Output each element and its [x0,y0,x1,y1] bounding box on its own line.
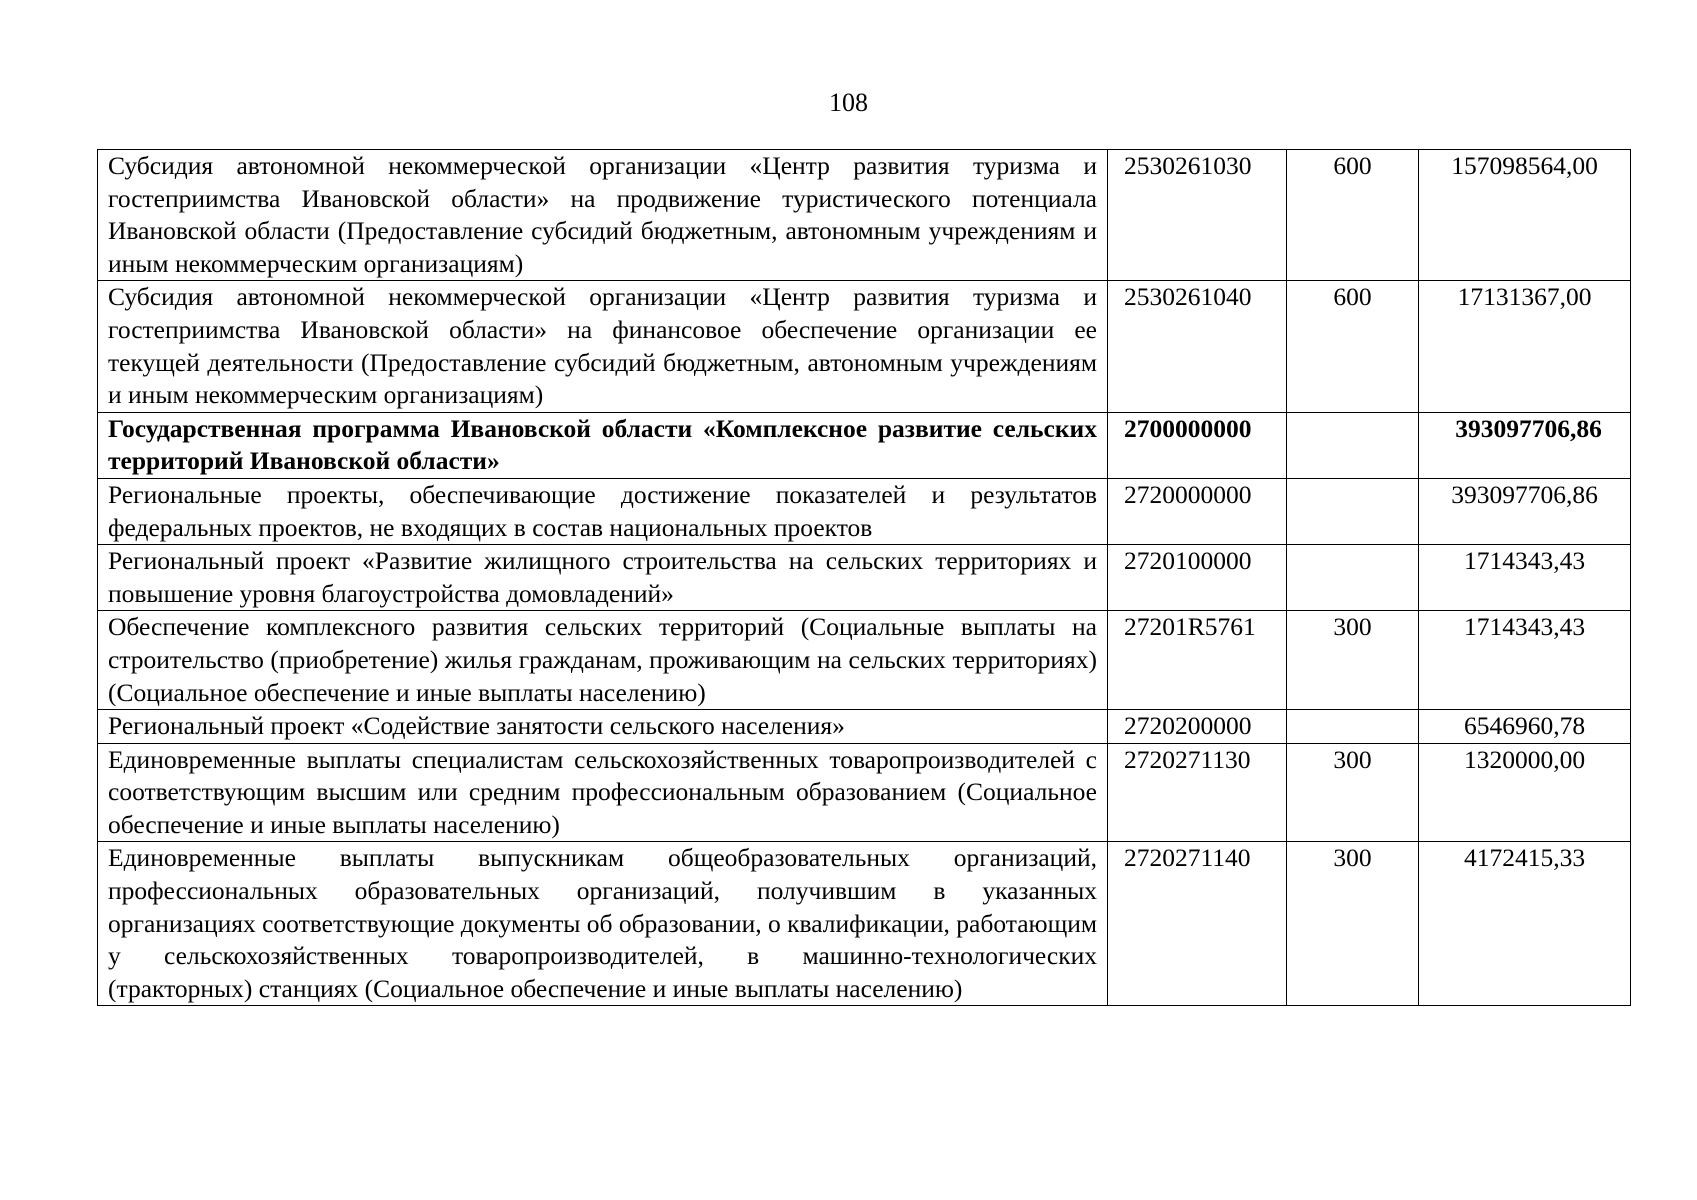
row-kvr-cell: 300 [1287,611,1419,710]
row-name-cell: Единовременные выплаты специалистам сельскохозяйственных товаропроизводителей с соответствующим высшим или средним профессиональным образованием (Социальное обеспечение и иные выплаты населению) [98,743,1108,842]
table-row [98,150,1631,281]
table-row [98,842,1631,1006]
row-name-cell: Региональный проект «Развитие жилищного строительства на сельских территориях и повышение уровня благоустройства домовладений» [98,545,1108,611]
table-row-program [98,412,1631,478]
row-kvr-cell: 300 [1287,842,1419,1006]
table-row [98,611,1631,710]
budget-table-body [98,150,1631,1006]
row-code-cell: 2720100000 [1108,545,1287,611]
row-amount-cell: 6546960,78 [1419,710,1631,744]
table-row [98,545,1631,611]
row-amount-cell: 1320000,00 [1419,743,1631,842]
page-number: 108 [829,88,868,117]
row-name-cell: Обеспечение комплексного развития сельских территорий (Социальные выплаты на строительство (приобретение) жилья гражданам, проживающим на сельских территориях) (Социальное обеспечение и иные выплаты населению) [98,611,1108,710]
row-code-cell: 27201R5761 [1108,611,1287,710]
row-code-cell: 2720271130 [1108,743,1287,842]
row-kvr-cell [1287,412,1419,478]
row-name-cell: Государственная программа Ивановской области «Комплексное развитие сельских территорий Ивановской области» [98,412,1108,478]
row-code-cell: 2530261040 [1108,281,1287,412]
row-amount-cell: 393097706,86 [1419,478,1631,544]
row-code-cell: 2720200000 [1108,710,1287,744]
table-row [98,710,1631,744]
row-amount-cell: 157098564,00 [1419,150,1631,281]
row-name-cell: Региональные проекты, обеспечивающие достижение показателей и результатов федеральных проектов, не входящих в состав национальных проектов [98,478,1108,544]
row-name-cell: Субсидия автономной некоммерческой организации «Центр развития туризма и гостеприимства Ивановской области» на продвижение туристического потенциала Ивановской области (Предоставление субсидий бюджетным, автономным учреждениям и иным некоммерческим организациям) [98,150,1108,281]
row-kvr-cell: 600 [1287,150,1419,281]
row-name-cell: Субсидия автономной некоммерческой организации «Центр развития туризма и гостеприимства Ивановской области» на финансовое обеспечение организации ее текущей деятельности (Предоставление субсидий бюджетным, автономным учреждениям и иным некоммерческим организациям) [98,281,1108,412]
row-kvr-cell [1287,710,1419,744]
row-code-cell: 2700000000 [1108,412,1287,478]
row-code-cell: 2720271140 [1108,842,1287,1006]
row-kvr-cell [1287,545,1419,611]
row-name-cell: Единовременные выплаты выпускникам общеобразовательных организаций, профессиональных образовательных организаций, получившим в указанных организациях соответствующие документы об образовании, о квалификации, работающим у сельскохозяйственных товаропроизводителей, в машинно-технологических (тракторных) станциях (Социальное обеспечение и иные выплаты населению) [98,842,1108,1006]
budget-table [97,149,1631,1006]
row-amount-cell: 1714343,43 [1419,545,1631,611]
table-row [98,478,1631,544]
row-code-cell: 2530261030 [1108,150,1287,281]
row-kvr-cell: 600 [1287,281,1419,412]
table-row [98,281,1631,412]
row-amount-cell: 1714343,43 [1419,611,1631,710]
row-name-cell: Региональный проект «Содействие занятости сельского населения» [98,710,1108,744]
row-kvr-cell: 300 [1287,743,1419,842]
table-row [98,743,1631,842]
row-kvr-cell [1287,478,1419,544]
row-amount-cell: 17131367,00 [1419,281,1631,412]
row-amount-cell: 393097706,86 [1419,412,1631,478]
row-amount-cell: 4172415,33 [1419,842,1631,1006]
row-code-cell: 2720000000 [1108,478,1287,544]
